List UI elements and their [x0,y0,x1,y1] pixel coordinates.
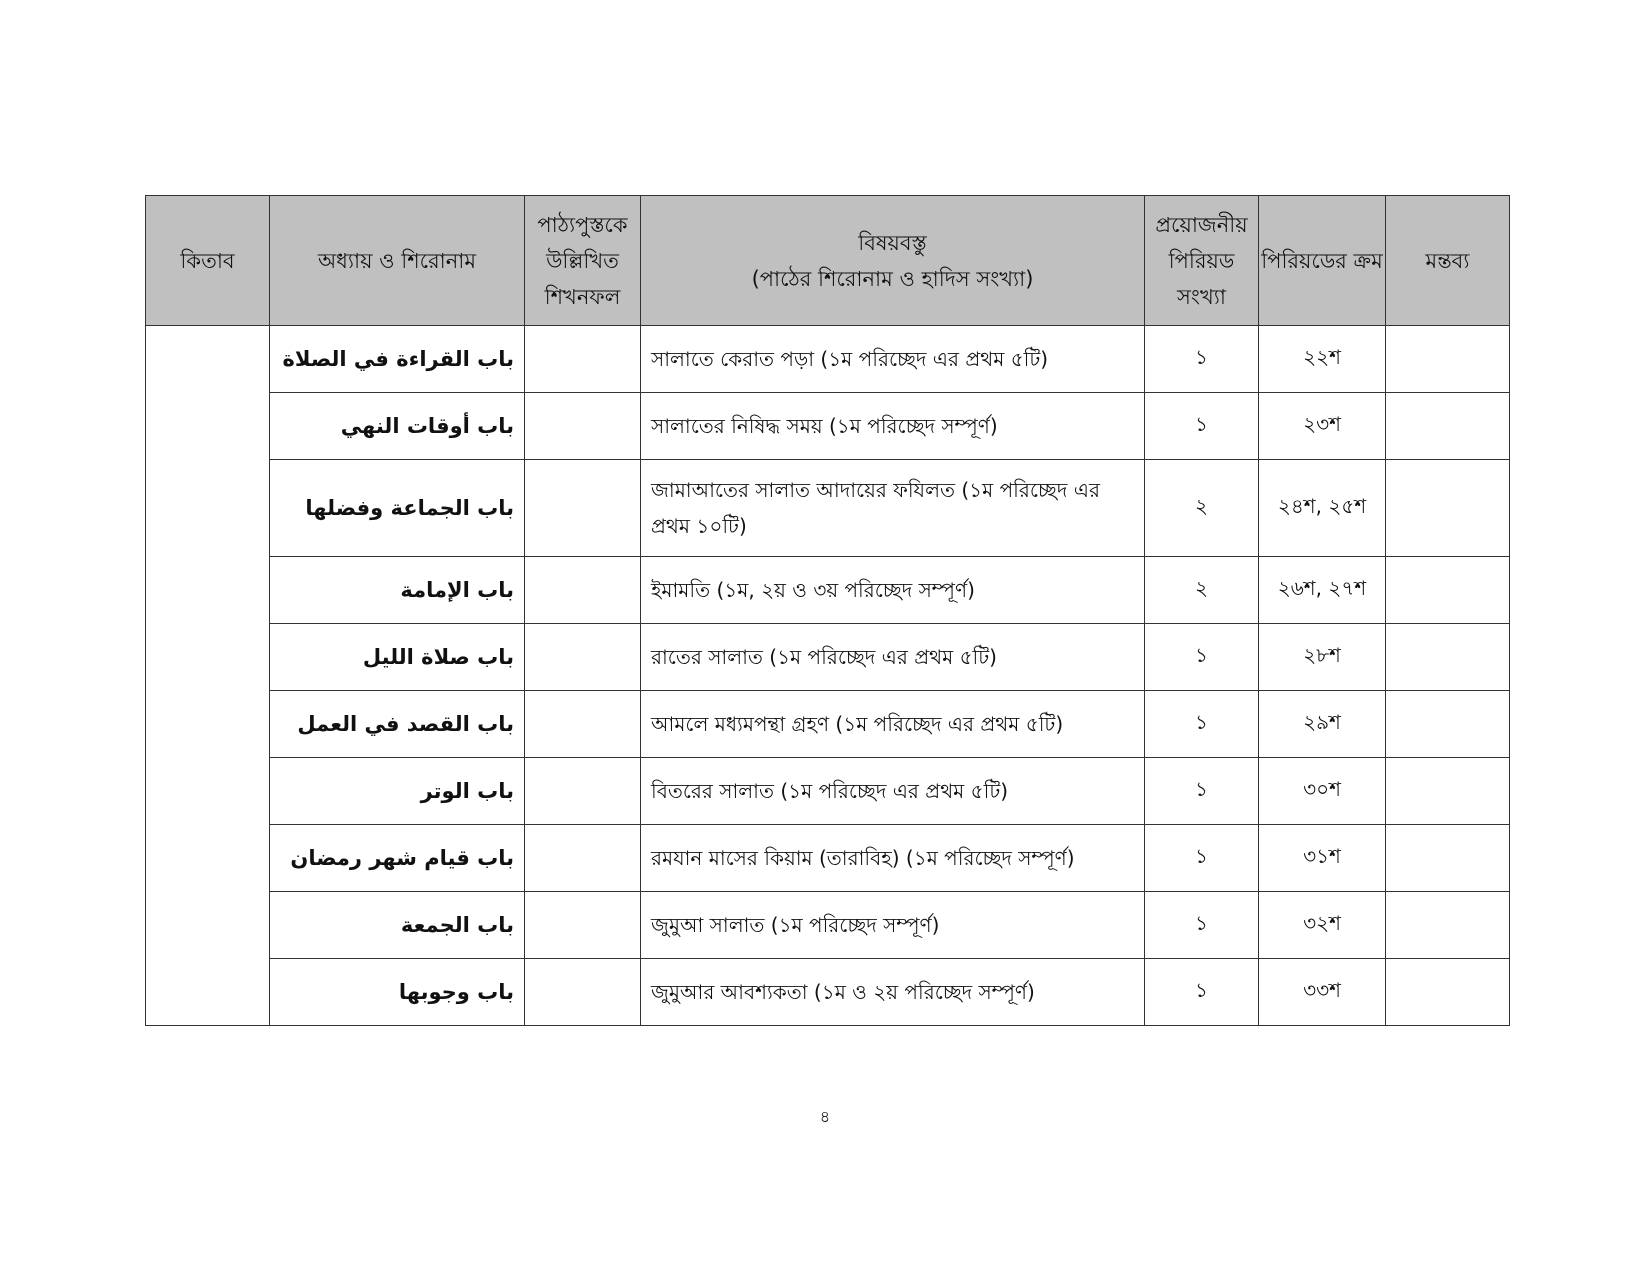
remarks-cell [1386,758,1510,825]
header-content-line2: (পাঠের শিরোনাম ও হাদিস সংখ্যা) [751,266,1034,291]
header-content-line1: বিষয়বস্তু [858,230,927,255]
content-cell: জুমুআর আবশ্যকতা (১ম ও ২য় পরিচ্ছেদ সম্পূর্ণ) [641,959,1145,1026]
periods-cell: ১ [1145,691,1259,758]
periods-cell: ১ [1145,393,1259,460]
header-kitab: কিতাব [146,196,270,326]
outcome-cell [525,460,641,557]
remarks-cell [1386,460,1510,557]
chapter-cell: باب الإمامة [270,557,525,624]
chapter-cell: باب الوتر [270,758,525,825]
order-cell: ২৩শ [1259,393,1386,460]
order-cell: ২২শ [1259,326,1386,393]
outcome-cell [525,326,641,393]
chapter-cell: باب صلاة الليل [270,624,525,691]
header-order: পিরিয়ডের ক্রম [1259,196,1386,326]
order-cell: ৩০শ [1259,758,1386,825]
order-cell: ৩৩শ [1259,959,1386,1026]
periods-cell: ১ [1145,959,1259,1026]
table-row [146,393,1510,460]
chapter-cell: باب القراءة في الصلاة [270,326,525,393]
order-cell: ২৪শ, ২৫শ [1259,460,1386,557]
content-cell: ইমামতি (১ম, ২য় ও ৩য় পরিচ্ছেদ সম্পূর্ণ) [641,557,1145,624]
chapter-cell: باب أوقات النهي [270,393,525,460]
content-cell: সালাতে কেরাত পড়া (১ম পরিচ্ছেদ এর প্রথম ৫টি) [641,326,1145,393]
outcome-cell [525,624,641,691]
table-row [146,758,1510,825]
content-cell: জামাআতের সালাত আদায়ের ফযিলত (১ম পরিচ্ছেদ এর প্রথম ১০টি) [641,460,1145,557]
chapter-cell: باب قيام شهر رمضان [270,825,525,892]
order-cell: ৩২শ [1259,892,1386,959]
periods-cell: ২ [1145,460,1259,557]
page-number: ৪ [819,1107,831,1126]
order-cell: ২৮শ [1259,624,1386,691]
periods-cell: ২ [1145,557,1259,624]
table-row [146,691,1510,758]
table-row [146,825,1510,892]
remarks-cell [1386,624,1510,691]
table-row [146,557,1510,624]
chapter-cell: باب القصد في العمل [270,691,525,758]
periods-cell: ১ [1145,758,1259,825]
content-cell: সালাতের নিষিদ্ধ সময় (১ম পরিচ্ছেদ সম্পূর্ণ) [641,393,1145,460]
syllabus-table [145,195,1510,1026]
header-periods: প্রয়োজনীয় পিরিয়ড সংখ্যা [1145,196,1259,326]
kitab-cell [146,326,270,1026]
header-outcome: পাঠ্যপুস্তকে উল্লিখিত শিখনফল [525,196,641,326]
remarks-cell [1386,326,1510,393]
header-content [641,196,1145,326]
outcome-cell [525,691,641,758]
remarks-cell [1386,959,1510,1026]
periods-cell: ১ [1145,624,1259,691]
remarks-cell [1386,892,1510,959]
table-row [146,624,1510,691]
chapter-cell: باب وجوبها [270,959,525,1026]
content-cell: বিতরের সালাত (১ম পরিচ্ছেদ এর প্রথম ৫টি) [641,758,1145,825]
header-remarks: মন্তব্য [1386,196,1510,326]
remarks-cell [1386,691,1510,758]
order-cell: ৩১শ [1259,825,1386,892]
order-cell: ২৯শ [1259,691,1386,758]
content-cell: আমলে মধ্যমপন্থা গ্রহণ (১ম পরিচ্ছেদ এর প্রথম ৫টি) [641,691,1145,758]
outcome-cell [525,758,641,825]
header-row [146,196,1510,326]
chapter-cell: باب الجمعة [270,892,525,959]
content-cell: রমযান মাসের কিয়াম (তারাবিহ) (১ম পরিচ্ছেদ সম্পূর্ণ) [641,825,1145,892]
periods-cell: ১ [1145,326,1259,393]
table-row [146,892,1510,959]
content-cell: জুমুআ সালাত (১ম পরিচ্ছেদ সম্পূর্ণ) [641,892,1145,959]
chapter-cell: باب الجماعة وفضلها [270,460,525,557]
remarks-cell [1386,393,1510,460]
content-cell: রাতের সালাত (১ম পরিচ্ছেদ এর প্রথম ৫টি) [641,624,1145,691]
outcome-cell [525,959,641,1026]
periods-cell: ১ [1145,825,1259,892]
outcome-cell [525,557,641,624]
table-row [146,460,1510,557]
outcome-cell [525,892,641,959]
periods-cell: ১ [1145,892,1259,959]
table-row [146,326,1510,393]
header-chapter: অধ্যায় ও শিরোনাম [270,196,525,326]
outcome-cell [525,825,641,892]
remarks-cell [1386,557,1510,624]
table-row [146,959,1510,1026]
outcome-cell [525,393,641,460]
order-cell: ২৬শ, ২৭শ [1259,557,1386,624]
remarks-cell [1386,825,1510,892]
